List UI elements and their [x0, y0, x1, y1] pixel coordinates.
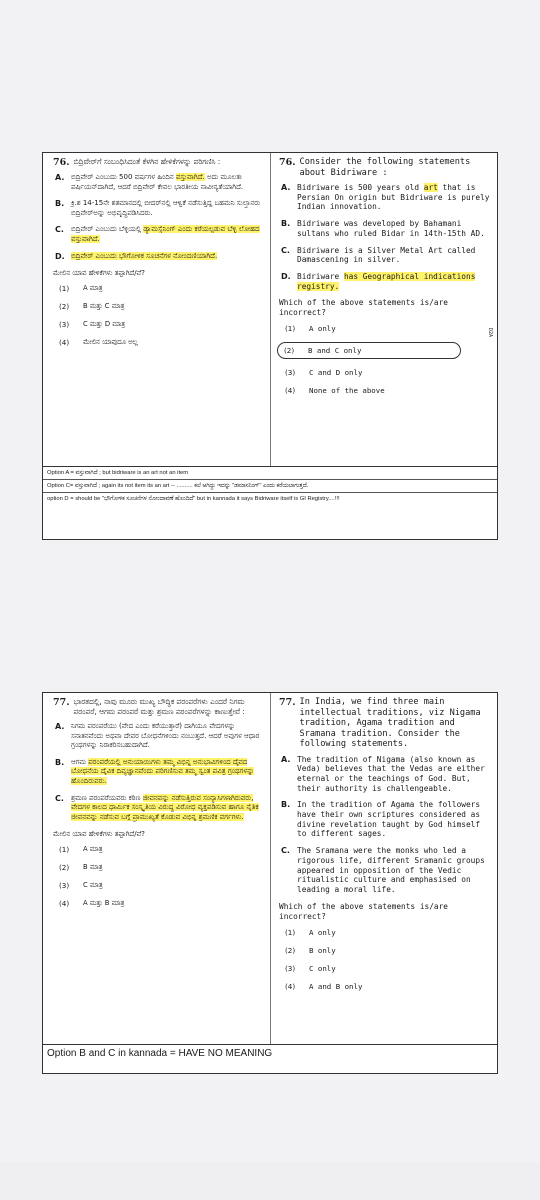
option-3	[279, 368, 491, 377]
statement-part: ಶ್ರಮಣ ಪರಂಪರೆಯವರು ಕಠಿಣ	[71, 793, 143, 802]
statement-text	[71, 173, 264, 192]
option-text: None of the above	[309, 386, 385, 396]
question-intro: In India, we find three main intellectual traditions, viz Nigama tradition, Agama tradition and Sramana tradition. Consider the following statements.	[299, 697, 481, 749]
note-option-b-c: Option B and C in kannada = HAVE NO MEANING	[47, 1048, 273, 1059]
option-text: A ಮಾತ್ರ	[83, 284, 103, 293]
question-intro: Consider the following statements about Bidriware :	[299, 157, 471, 178]
statement-text	[71, 794, 264, 823]
question-76-card	[42, 152, 498, 540]
option-2	[53, 863, 264, 872]
statement-b	[279, 800, 491, 839]
q76-english-column	[270, 153, 497, 466]
statement-label: A.	[55, 722, 65, 731]
statement-a	[279, 755, 491, 794]
statement-label: D.	[55, 251, 65, 261]
option-number: (4)	[285, 981, 296, 991]
statement-part: that is Persian On origin but Bidriware is purely Indian innovation.	[297, 183, 490, 212]
option-3	[53, 320, 264, 329]
note-option-c: Option C= ವಸ್ತುವಾಗಿದೆ ; again its not item its an art -- .......... ಕಲೆ ಆಗಿದ್ದು ಇದನ್ನು "ಡಮಾಸನಿಂಗ್" ಎಂದು ಕರೆಯಲಾಗುತ್ತದೆ.	[43, 480, 497, 493]
option-4	[279, 386, 491, 395]
statement-text	[297, 246, 491, 265]
statement-label: A.	[281, 183, 291, 192]
statement-part: ಕ್ರಿ.ಶ 14-15ನೇ ಶತಮಾನದಲ್ಲಿ ಬೀದರ್‌ನಲ್ಲಿ ಆಳ್ವಿಕೆ ನಡೆಸುತ್ತಿದ್ದ ಬಹಮನಿ ಸುಲ್ತಾನರು ಬಿದ್ರಿವೇರ್‌ಅನ್ನು ಅಭಿವೃದ್ಧಿಪಡಿಸಿದರು.	[71, 199, 261, 217]
statement-label: D.	[281, 271, 291, 281]
statement-label: C.	[281, 846, 290, 856]
option-3	[53, 881, 264, 890]
statement-part: Bidriware	[297, 271, 344, 281]
statement-part: In the tradition of Agama the followers have their own scriptures considered as divine revelation taught by God himself to different sages.	[297, 800, 481, 839]
statement-label: C.	[281, 245, 290, 255]
highlighted-text: ಪರಂಪರೆಯಲ್ಲಿ ಅನುಯಾಯಿಗಳು ತಮ್ಮ ವಿಭಿನ್ನ ಅನುಭಾವಿಗಳಿಂದ ದೈವದ ಬೋಧನೆಯ ದೈವಿಕ ದಿವ್ಯಜ್ಞಾನವೆಂದು ಪರಿಗಣಿಸುವ ತಮ್ಮ ಸ್ವಂತ ಪವಿತ್ರ ಗ್ರಂಥಗಳನ್ನು ಹೊಂದಿರುವರು.	[71, 757, 255, 785]
question-number: 77.	[53, 697, 70, 708]
question-intro: ಬಿದ್ರಿವೇರ್‌ಗೆ ಸಂಬಂಧಿಸಿದಂತೆ ಕೆಳಗಿನ ಹೇಳಿಕೆಗಳನ್ನು ಪರಿಗಣಿಸಿ :	[73, 157, 221, 166]
statement-c	[279, 246, 491, 265]
statement-text	[71, 758, 264, 787]
q77-kannada-column	[43, 693, 270, 1044]
option-text: A and B only	[309, 981, 363, 991]
question-ask: ಮೇಲಿನ ಯಾವ ಹೇಳಿಕೆಗಳು ತಪ್ಪಾಗಿದೆ/ವೆ?	[53, 830, 145, 839]
statement-label: C.	[55, 793, 64, 803]
option-4	[53, 899, 264, 908]
option-2	[277, 342, 461, 359]
option-1	[279, 324, 491, 333]
question-number: 77.	[279, 697, 296, 708]
option-number: (2)	[285, 945, 296, 955]
statement-label: A.	[55, 173, 65, 182]
option-text: A ಮತ್ತು B ಮಾತ್ರ	[83, 899, 125, 908]
statement-part: ನಿಗಮ ಪರಂಪರೆಯು (ವೇದ ಎಂದು ಕರೆಯುತ್ತಾರೆ) ದಾಗಿಯೂ ವೇದಗಳನ್ನು ಸನಾತನವೆಂದು ಅಥವಾ ದೇವರ ಬೋಧನೆಗಳಿಂದು ನಂಬುತ್ತದೆ. ಆದರೆ ಅವುಗಳ ಆಧಾರ ಗ್ರಂಥಗಳನ್ನು ನಿರಾಕರಿಸಬಹುದಾಗಿದೆ.	[71, 722, 260, 750]
highlighted-text: has Geographical indications registry.	[297, 271, 476, 291]
q76-notes	[43, 466, 497, 505]
highlighted-text: ಬಿದ್ರಿವೇರ್ ಎಂಬುದು ಭೌಗೋಳಿಕ ಸೂಚನೆಗಳ ನೋಂದಣಿಯಾಗಿದೆ.	[71, 251, 218, 260]
statement-text	[297, 800, 491, 839]
statement-text	[71, 722, 264, 751]
statement-text	[297, 183, 491, 212]
statement-label: B.	[55, 199, 65, 209]
option-text: C and D only	[309, 368, 363, 378]
note-option-d: option D = should be "ಭೌಗೋಳಿಕ ಸೂಚನೆಗಳ ನೋಂದಾವಣೆ ಹೊಂದಿದೆ" but in kannada it says Bidriware itself is GI Registry....!!!	[47, 496, 340, 502]
highlighted-text: ವಸ್ತುವಾಗಿದೆ.	[175, 173, 205, 181]
option-number: (1)	[59, 845, 70, 855]
statement-a	[53, 722, 264, 751]
q77-english-column	[270, 693, 497, 1044]
option-text: B and C only	[308, 346, 362, 356]
option-number: (2)	[59, 302, 70, 312]
option-text: C ಮತ್ತು D ಮಾತ್ರ	[83, 320, 126, 329]
statement-part: ಅದು ಮೂಲತಃ ಪರ್ಷಿಯನ್‌ದಾಗಿದೆ, ಆದರೆ ಬಿದ್ರಿವೇರ್ ಕೇವಲ ಭಾರತೀಯ ನಾವೀನ್ಯತೆಯಾಗಿದೆ.	[71, 173, 244, 191]
statement-part: Bidriware is 500 years old	[297, 183, 424, 192]
option-number: (4)	[59, 338, 70, 348]
question-ask: ಮೇಲಿನ ಯಾವ ಹೇಳಿಕೆಗಳು ತಪ್ಪಾಗಿದೆ/ವೆ?	[53, 269, 145, 278]
statement-c	[53, 225, 264, 244]
option-number: (3)	[285, 963, 296, 973]
option-number: (3)	[59, 320, 70, 330]
statement-a	[53, 173, 264, 192]
option-number: (3)	[59, 881, 70, 891]
statement-c	[279, 846, 491, 895]
option-text: ಮೇಲಿನ ಯಾವುದೂ ಅಲ್ಲ	[83, 338, 138, 347]
option-text: B only	[309, 945, 336, 955]
page-code: D2A	[487, 328, 493, 338]
option-3	[279, 964, 491, 973]
statement-label: B.	[281, 800, 291, 810]
statement-c	[53, 794, 264, 823]
option-number: (1)	[285, 324, 296, 334]
statement-text	[71, 252, 264, 262]
option-1	[279, 928, 491, 937]
question-77-card	[42, 692, 498, 1074]
statement-text	[71, 199, 264, 218]
note-option-a: Option A = ವಸ್ತುವಾಗಿದೆ ; but bidriware is an art not an item	[43, 467, 497, 480]
statement-part: ಬಿದ್ರಿವೇರ್ ಎಂಬುದು 500 ವರ್ಷಗಳ ಹಿಂದಿನ	[71, 173, 176, 181]
highlighted-text: ಜೀವನವನ್ನು ನಡೆಸುತ್ತಿರುವ ಸಂನ್ಯಾಸಿಗಳಾಗಿರುವರು, ವೇದಗಳ ಕಾಲದ ಧಾರ್ಮಿಕ ಸಂಸ್ಕೃತಿಯ ವಿರುದ್ಧ ವಿರೋಧ ವ್ಯಕ್ತಪಡಿಸುವ ಹಾಗೂ ನೈತಿಕ ಜೀವನವನ್ನು ನಡೆಸುವ ಬಗ್ಗೆ ಪ್ರಾಮುಖ್ಯತೆ ಕೊಡುವ ವಿಭಿನ್ನ ಶ್ರಮಣಿಕ ವರ್ಗಗಳು.	[71, 793, 259, 821]
option-number: (1)	[285, 927, 296, 937]
statement-d	[53, 252, 264, 262]
statement-text	[71, 225, 264, 244]
statement-part: Bidriware was developed by Bahamani sultans who ruled Bidar in 14th-15th AD.	[297, 219, 485, 238]
highlighted-text: art	[423, 183, 438, 192]
q77-notes	[43, 1044, 497, 1063]
option-text: C only	[309, 963, 336, 973]
option-4	[53, 338, 264, 347]
statement-text	[297, 846, 491, 895]
statement-label: B.	[281, 219, 291, 229]
option-1	[53, 284, 264, 293]
option-2	[53, 302, 264, 311]
question-intro: ಭಾರತದಲ್ಲಿ, ನಾವು ಮೂರು ಮುಖ್ಯ ಬೌದ್ಧಿಕ ಪರಂಪರೆಗಳು ಎಂದರೆ ನಿಗಮ ಪರಂಪರೆ, ಆಗಮ ಪರಂಪರೆ ಮತ್ತು ಶ್ರಮಣ ಪರಂಪರೆಗಳನ್ನು ಕಾಣುತ್ತೇವೆ :	[73, 697, 245, 716]
option-text: A ಮಾತ್ರ	[83, 845, 103, 854]
statement-text	[297, 219, 491, 238]
statement-d	[279, 272, 491, 291]
statement-part: ಬಿದ್ರಿವೇರ್ ಎಂಬುದು ಬೆಳ್ಳಿಯಲ್ಲಿ	[71, 225, 144, 234]
statement-part: The Sramana were the monks who led a rigorous life, different Sramanic groups appeared in opposition of the Vedic ritualistic culture and emphasised on leading a moral life.	[297, 846, 485, 894]
statement-label: B.	[55, 757, 65, 767]
option-text: A only	[309, 324, 336, 334]
option-number: (3)	[285, 368, 296, 378]
statement-part: The tradition of Nigama (also known as Veda) believes that the Vedas are either eternal or the teachings of God. But, their authority is challengeable.	[297, 754, 485, 793]
highlighted-text: ಡ್ಯಾಮಸ್ಸೆನಿಂಗ್ ಎಂದು ಕರೆಯಲ್ಪಡುವ ಬೆಳ್ಳಿ ಲೋಹದ ವಸ್ತುವಾಗಿದೆ.	[71, 225, 260, 243]
option-number: (2)	[284, 346, 295, 356]
option-text: B ಮಾತ್ರ	[83, 863, 103, 872]
statement-text	[297, 272, 491, 291]
statement-label: A.	[281, 754, 291, 764]
option-number: (1)	[59, 284, 70, 294]
question-number: 76.	[53, 157, 70, 168]
question-ask: Which of the above statements is/are incorrect?	[279, 298, 448, 318]
option-number: (4)	[59, 899, 70, 909]
statement-part: ಆಗಮ	[71, 757, 89, 766]
statement-text	[297, 755, 491, 794]
option-text: C ಮಾತ್ರ	[83, 881, 103, 890]
option-number: (2)	[59, 863, 70, 873]
option-number: (4)	[285, 386, 296, 396]
statement-b	[53, 199, 264, 218]
bottom-bar	[0, 1162, 540, 1200]
statement-a	[279, 183, 491, 212]
statement-b	[279, 219, 491, 238]
question-ask: Which of the above statements is/are incorrect?	[279, 901, 448, 921]
question-number: 76.	[279, 157, 296, 168]
option-1	[53, 845, 264, 854]
statement-b	[53, 758, 264, 787]
option-text: A only	[309, 927, 336, 937]
option-text: B ಮತ್ತು C ಮಾತ್ರ	[83, 302, 125, 311]
statement-label: C.	[55, 225, 64, 235]
option-4	[279, 982, 491, 991]
q76-kannada-column	[43, 153, 270, 466]
option-2	[279, 946, 491, 955]
statement-part: Bidriware is a Silver Metal Art called Damascening in silver.	[297, 245, 476, 265]
